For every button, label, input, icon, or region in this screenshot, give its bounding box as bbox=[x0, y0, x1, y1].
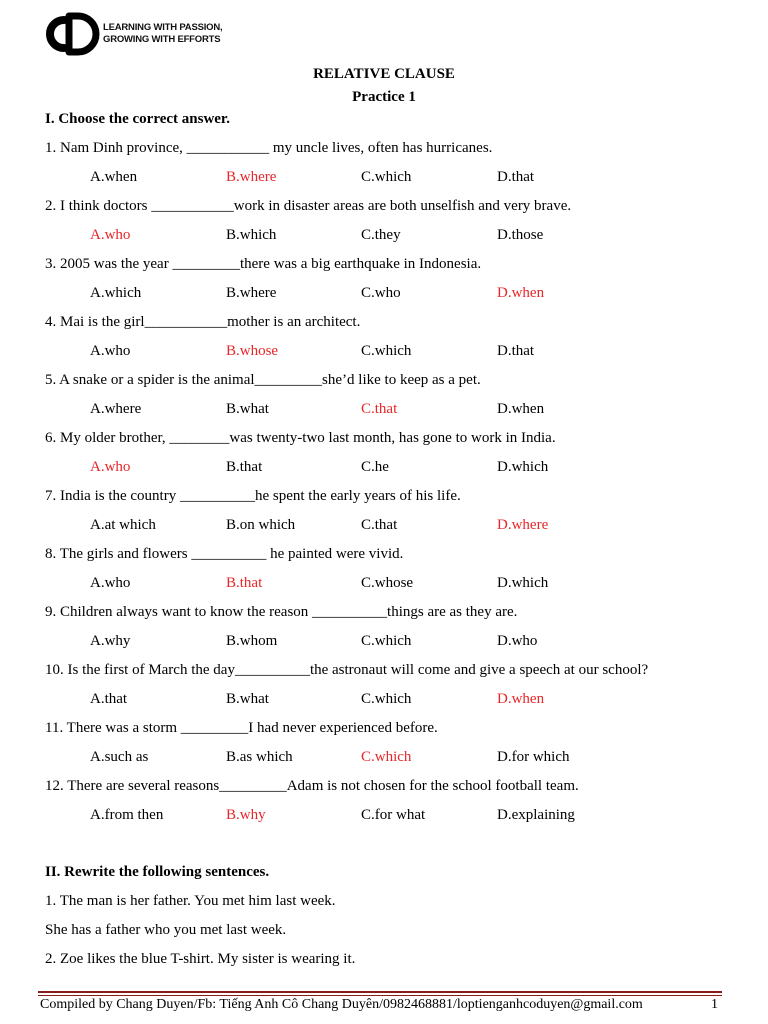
answer-option: C.that bbox=[361, 517, 398, 533]
answer-option: B.which bbox=[226, 227, 277, 243]
answer-option: C.who bbox=[361, 285, 401, 301]
answer-option: A.where bbox=[90, 401, 142, 417]
answer-option: D.which bbox=[497, 459, 549, 475]
options-row bbox=[90, 285, 650, 305]
answer-option: B.what bbox=[226, 401, 269, 417]
answer-option: C.whose bbox=[361, 575, 414, 591]
answer-option: B.whom bbox=[226, 633, 278, 649]
cd-logo-icon bbox=[38, 8, 100, 60]
header bbox=[38, 8, 222, 60]
answer-option: D.for which bbox=[497, 749, 570, 765]
options-row bbox=[90, 517, 650, 537]
answer-option: A.at which bbox=[90, 517, 156, 533]
answer-option: A.which bbox=[90, 285, 142, 301]
question-text: 11. There was a storm _________I had never experienced before. bbox=[45, 720, 438, 736]
question-text: 6. My older brother, ________was twenty-two last month, has gone to work in India. bbox=[45, 430, 556, 446]
answer-option: C.which bbox=[361, 633, 412, 649]
rewrite-line: 2. Zoe likes the blue T-shirt. My sister is wearing it. bbox=[45, 951, 356, 967]
section-2-heading: II. Rewrite the following sentences. bbox=[45, 864, 270, 880]
question-text: 2. I think doctors ___________work in disaster areas are both unselfish and very brave. bbox=[45, 198, 572, 214]
options-row bbox=[90, 459, 650, 479]
question-text: 10. Is the first of March the day__________the astronaut will come and give a speech at our school? bbox=[45, 662, 649, 678]
correct-option: C.which bbox=[361, 749, 412, 765]
answer-option: D.who bbox=[497, 633, 538, 649]
question-text: 5. A snake or a spider is the animal_________she’d like to keep as a pet. bbox=[45, 372, 481, 388]
correct-option: D.when bbox=[497, 285, 545, 301]
section-1-heading: I. Choose the correct answer. bbox=[45, 111, 230, 127]
correct-option: B.whose bbox=[226, 343, 279, 359]
answer-option: A.that bbox=[90, 691, 128, 707]
question-text: 8. The girls and flowers __________ he painted were vivid. bbox=[45, 546, 404, 562]
answer-option: A.who bbox=[90, 343, 131, 359]
answer-option: D.that bbox=[497, 169, 535, 185]
answer-option: C.for what bbox=[361, 807, 426, 823]
footer-credit: Compiled by Chang Duyen/Fb: Tiếng Anh Cô Chang Duyên/0982468881/loptienganhcoduyen@gmail.com bbox=[40, 997, 643, 1012]
answer-option: C.which bbox=[361, 169, 412, 185]
answer-option: B.that bbox=[226, 459, 263, 475]
answer-option: D.when bbox=[497, 401, 545, 417]
answer-option: B.where bbox=[226, 285, 277, 301]
worksheet-subtitle: Practice 1 bbox=[352, 89, 416, 105]
slogan-line-2: GROWING WITH EFFORTS bbox=[103, 34, 221, 45]
answer-option: D.those bbox=[497, 227, 544, 243]
footer-rule bbox=[38, 991, 722, 993]
answer-option: C.he bbox=[361, 459, 389, 475]
question-text: 4. Mai is the girl___________mother is an architect. bbox=[45, 314, 361, 330]
answer-option: B.as which bbox=[226, 749, 293, 765]
options-row bbox=[90, 401, 650, 421]
options-row bbox=[90, 749, 650, 769]
question-text: 3. 2005 was the year _________there was a big earthquake in Indonesia. bbox=[45, 256, 482, 272]
correct-option: A.who bbox=[90, 459, 131, 475]
question-text: 9. Children always want to know the reason __________things are as they are. bbox=[45, 604, 518, 620]
options-row bbox=[90, 807, 650, 827]
correct-option: D.where bbox=[497, 517, 549, 533]
slogan-line-1: LEARNING WITH PASSION, bbox=[103, 22, 223, 33]
question-text: 7. India is the country __________he spent the early years of his life. bbox=[45, 488, 461, 504]
answer-option: D.explaining bbox=[497, 807, 575, 823]
footer-rule-thin bbox=[38, 995, 722, 996]
answer-option: A.who bbox=[90, 575, 131, 591]
correct-option: C.that bbox=[361, 401, 398, 417]
correct-option: A.who bbox=[90, 227, 131, 243]
question-text: 12. There are several reasons_________Adam is not chosen for the school football team. bbox=[45, 778, 579, 794]
answer-option: A.from then bbox=[90, 807, 164, 823]
options-row bbox=[90, 343, 650, 363]
answer-option: A.when bbox=[90, 169, 138, 185]
rewrite-line: She has a father who you met last week. bbox=[45, 922, 287, 938]
answer-option: B.on which bbox=[226, 517, 296, 533]
options-row bbox=[90, 691, 650, 711]
answer-option: C.which bbox=[361, 691, 412, 707]
answer-option: A.why bbox=[90, 633, 131, 649]
correct-option: B.where bbox=[226, 169, 277, 185]
answer-option: C.which bbox=[361, 343, 412, 359]
options-row bbox=[90, 227, 650, 247]
options-row bbox=[90, 633, 650, 653]
answer-option: D.that bbox=[497, 343, 535, 359]
answer-option: B.what bbox=[226, 691, 269, 707]
worksheet-title: RELATIVE CLAUSE bbox=[313, 66, 455, 82]
options-row bbox=[90, 169, 650, 189]
correct-option: B.why bbox=[226, 807, 266, 823]
rewrite-line: 1. The man is her father. You met him last week. bbox=[45, 893, 336, 909]
answer-option: D.which bbox=[497, 575, 549, 591]
slogan bbox=[103, 22, 222, 46]
correct-option: D.when bbox=[497, 691, 545, 707]
page-number: 1 bbox=[711, 997, 718, 1012]
question-text: 1. Nam Dinh province, ___________ my uncle lives, often has hurricanes. bbox=[45, 140, 493, 156]
answer-option: A.such as bbox=[90, 749, 149, 765]
answer-option: C.they bbox=[361, 227, 401, 243]
options-row bbox=[90, 575, 650, 595]
correct-option: B.that bbox=[226, 575, 263, 591]
